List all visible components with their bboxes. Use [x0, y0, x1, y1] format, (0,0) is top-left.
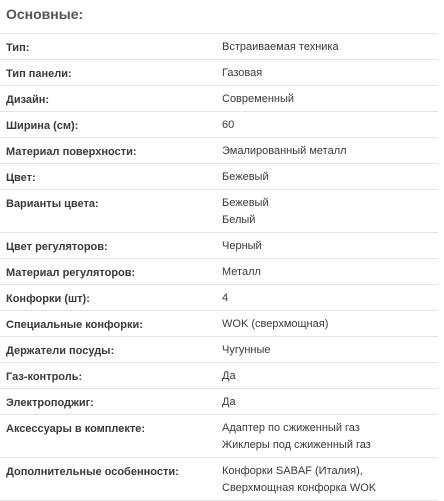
spec-value-line: WOK (сверхмощная) [222, 318, 329, 330]
spec-key: Специальные конфорки: [6, 319, 143, 331]
section-title: Основные: [6, 6, 84, 22]
spec-row-burners-count [0, 285, 438, 311]
spec-row-electric-ignition [0, 389, 438, 415]
spec-value-line: Белый [222, 214, 256, 226]
spec-value [222, 195, 438, 229]
spec-table [0, 33, 438, 501]
spec-value [222, 368, 438, 385]
spec-row-panel-type [0, 60, 438, 86]
spec-row-control-material [0, 259, 438, 285]
spec-value [222, 394, 438, 411]
spec-key: Тип панели: [6, 68, 72, 80]
spec-value [222, 65, 438, 82]
spec-value-line: Встраиваемая техника [222, 41, 339, 53]
spec-row-accessories [0, 415, 438, 458]
spec-key: Материал поверхности: [6, 146, 137, 158]
spec-value-line: Бежевый [222, 171, 269, 183]
spec-value-line: 4 [222, 292, 229, 304]
spec-value-line: Современный [222, 93, 295, 105]
spec-value-line: Да [222, 370, 236, 382]
spec-key: Аксессуары в комплекте: [6, 423, 146, 435]
spec-row-extra-features [0, 458, 438, 501]
spec-key: Цвет регуляторов: [6, 241, 108, 253]
spec-key: Газ-контроль: [6, 371, 83, 383]
spec-row-design [0, 86, 438, 112]
spec-key: Тип: [6, 42, 30, 54]
spec-value [222, 91, 438, 108]
spec-key: Дополнительные особенности: [6, 466, 179, 478]
spec-row-pan-supports [0, 337, 438, 363]
spec-value [222, 169, 438, 186]
spec-row-color-variants [0, 190, 438, 233]
spec-key: Дизайн: [6, 94, 50, 106]
spec-value [222, 238, 438, 255]
spec-value-line: Жиклеры под сжиженный газ [222, 439, 371, 451]
spec-value-line: Газовая [222, 67, 263, 79]
spec-value-line: Конфорки SABAF (Италия), Сверхмощная конфорка WOK [222, 465, 377, 494]
spec-key: Цвет: [6, 172, 36, 184]
spec-value [222, 420, 438, 454]
spec-value-line: Бежевый [222, 197, 269, 209]
spec-value-line: Эмалированный металл [222, 145, 347, 157]
spec-key: Электроподжиг: [6, 397, 94, 409]
spec-value-line: 60 [222, 119, 235, 131]
spec-value [222, 342, 438, 359]
spec-row-width [0, 112, 438, 138]
spec-value [222, 117, 438, 134]
spec-row-type [0, 34, 438, 60]
spec-value [222, 39, 438, 56]
spec-key: Ширина (см): [6, 120, 79, 132]
spec-value [222, 463, 438, 497]
spec-value [222, 264, 438, 281]
spec-value-line: Черный [222, 240, 262, 252]
spec-key: Варианты цвета: [6, 198, 99, 210]
spec-row-gas-control [0, 363, 438, 389]
spec-value [222, 290, 438, 307]
spec-value-line: Да [222, 396, 236, 408]
spec-row-surface-material [0, 138, 438, 164]
spec-key: Материал регуляторов: [6, 267, 136, 279]
spec-value-line: Металл [222, 266, 261, 278]
spec-row-special-burners [0, 311, 438, 337]
spec-key: Конфорки (шт): [6, 293, 90, 305]
spec-value [222, 316, 438, 333]
spec-value-line: Адаптер по сжиженный газ [222, 422, 360, 434]
spec-value [222, 143, 438, 160]
spec-row-control-color [0, 233, 438, 259]
spec-key: Держатели посуды: [6, 345, 115, 357]
spec-row-color [0, 164, 438, 190]
spec-value-line: Чугунные [222, 344, 271, 356]
